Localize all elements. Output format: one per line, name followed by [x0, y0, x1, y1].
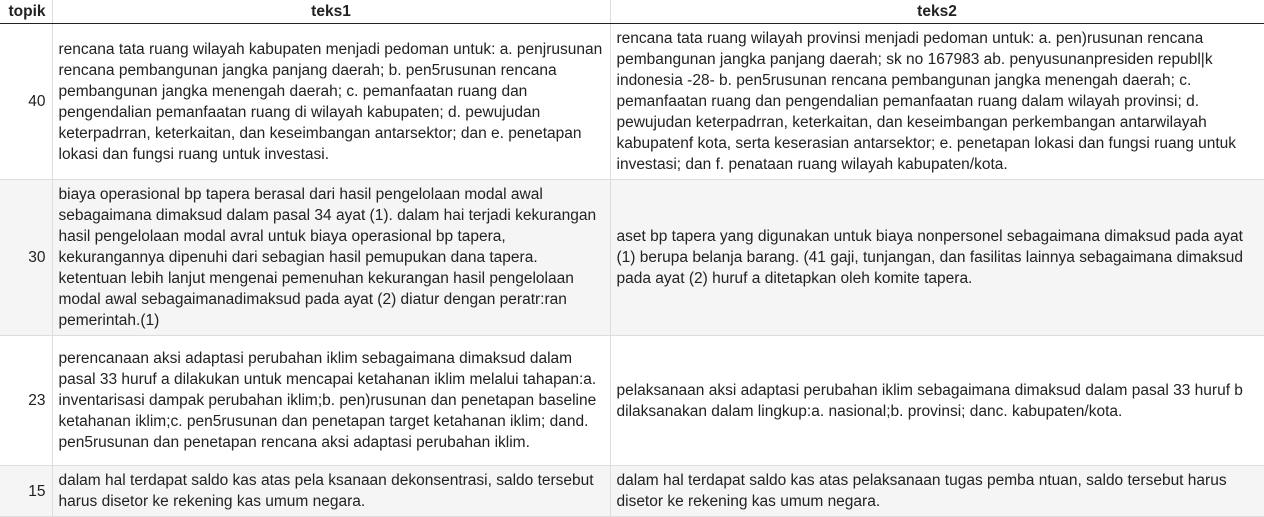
table-row	[0, 24, 1264, 180]
cell-teks2: pelaksanaan aksi adaptasi perubahan iklim sebagaimana dimaksud dalam pasal 33 huruf b dilaksanakan dalam lingkup:a. nasional;b. provinsi; danc. kabupaten/kota.	[610, 336, 1264, 466]
table-header	[0, 0, 1264, 24]
cell-teks2: rencana tata ruang wilayah provinsi menjadi pedoman untuk: a. pen)rusunan rencana pembangunan jangka panjang daerah; sk no 167983 ab. penyusunanpresiden republ|k indonesia -28- b. pen5rusunan rencana pembangunan jangka menengah daerah; c. pemanfaatan ruang dan pengendalian pemanfaatan ruang dalam wilayah provinsi; d. pewujudan keterpadrran, keterkaitan, dan keseimbangan perkembangan antarwilayah kabupatenf kota, serta keserasian antarsektor; e. penetapan lokasi dan fungsi ruang untuk investasi; dan f. penataan ruang wilayah kabupaten/kota.	[610, 24, 1264, 180]
cell-topik: 30	[0, 180, 52, 336]
cell-teks1: perencanaan aksi adaptasi perubahan iklim sebagaimana dimaksud dalam pasal 33 huruf a dilakukan untuk mencapai ketahanan iklim melalui tahapan:a. inventarisasi dampak perubahan iklim;b. pen)rusunan dan penetapan baseline ketahanan iklim;c. pen5rusunan dan penetapan target ketahanan iklim; dand. pen5rusunan dan penetapan rencana aksi adaptasi perubahan iklim.	[52, 336, 610, 466]
column-header-topik: topik	[0, 0, 52, 24]
column-header-teks1: teks1	[52, 0, 610, 24]
cell-topik: 15	[0, 466, 52, 517]
table-row	[0, 180, 1264, 336]
cell-topik: 40	[0, 24, 52, 180]
cell-teks2: aset bp tapera yang digunakan untuk biaya nonpersonel sebagaimana dimaksud pada ayat (1) berupa belanja barang. (41 gaji, tunjangan, dan fasilitas lainnya sebagaimana dimaksud pada ayat (2) huruf a ditetapkan oleh komite tapera.	[610, 180, 1264, 336]
table-row	[0, 466, 1264, 517]
cell-teks1: rencana tata ruang wilayah kabupaten menjadi pedoman untuk: a. penjrusunan rencana pembangunan jangka panjang daerah; b. pen5rusunan rencana pembangunan jangka menengah daerah; c. pemanfaatan ruang dan pengendalian pemanfaatan ruang di wilayah kabupaten; d. pewujudan keterpadrran, keterkaitan, dan keseimbangan antarsektor; dan e. penetapan lokasi dan fungsi ruang untuk investasi.	[52, 24, 610, 180]
header-row	[0, 0, 1264, 24]
table-body	[0, 24, 1264, 517]
column-header-teks2: teks2	[610, 0, 1264, 24]
table-row	[0, 336, 1264, 466]
cell-teks2: dalam hal terdapat saldo kas atas pelaksanaan tugas pemba ntuan, saldo tersebut harus disetor ke rekening kas umum negara.	[610, 466, 1264, 517]
cell-teks1: biaya operasional bp tapera berasal dari hasil pengelolaan modal awal sebagaimana dimaksud dalam pasal 34 ayat (1). dalam hai terjadi kekurangan hasil pengelolaan modal avral untuk biaya operasional bp tapera, kekurangannya dipenuhi dari sebagian hasil pemupukan dana tapera. ketentuan lebih lanjut mengenai pemenuhan kekurangan hasil pengelolaan modal awal sebagaimanadimaksud pada ayat (2) diatur dengan peratr:ran pemerintah.(1)	[52, 180, 610, 336]
cell-teks1: dalam hal terdapat saldo kas atas pela ksanaan dekonsentrasi, saldo tersebut harus disetor ke rekening kas umum negara.	[52, 466, 610, 517]
cell-topik: 23	[0, 336, 52, 466]
